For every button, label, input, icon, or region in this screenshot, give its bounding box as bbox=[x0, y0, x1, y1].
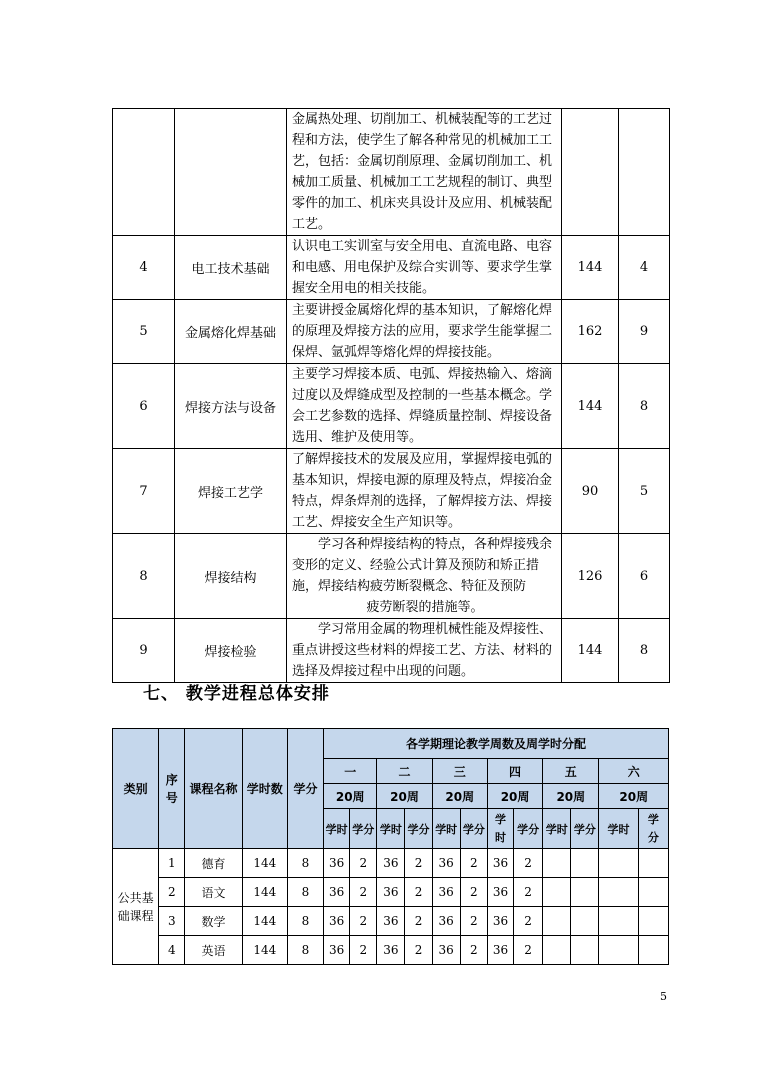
header-credit-label: 学分 bbox=[514, 809, 543, 849]
header-weeks-5: 20周 bbox=[543, 784, 599, 809]
course-hours: 90 bbox=[562, 449, 619, 534]
row-hours: 144 bbox=[242, 878, 287, 907]
course-description: 学习各种焊接结构的特点，各种焊接残余变形的定义、经验公式计算及预防和矫正措施，焊接结构疲劳断裂概念、特征及预防 疲劳断裂的措施等。 bbox=[287, 534, 562, 619]
course-number: 4 bbox=[113, 236, 175, 300]
term-cell: 2 bbox=[514, 936, 543, 965]
course-description: 主要讲授金属熔化焊的基本知识，了解熔化焊的原理及焊接方法的应用，要求学生能掌握二保焊、氩弧焊等熔化焊的焊接技能。 bbox=[287, 300, 562, 364]
term-cell bbox=[543, 936, 571, 965]
header-weeks-4: 20周 bbox=[487, 784, 542, 809]
term-cell: 2 bbox=[460, 907, 487, 936]
term-cell bbox=[571, 849, 599, 878]
term-cell: 36 bbox=[432, 936, 460, 965]
table-row bbox=[113, 849, 669, 878]
course-name: 焊接方法与设备 bbox=[175, 364, 287, 449]
term-cell bbox=[599, 907, 638, 936]
row-hours: 144 bbox=[242, 907, 287, 936]
table-row bbox=[113, 449, 670, 534]
term-cell: 2 bbox=[350, 849, 377, 878]
row-credit: 8 bbox=[287, 878, 323, 907]
header-hours-label: 学时 bbox=[324, 809, 350, 849]
term-cell: 2 bbox=[460, 878, 487, 907]
header-weeks-3: 20周 bbox=[432, 784, 487, 809]
term-cell: 36 bbox=[377, 936, 405, 965]
header-weeks-1: 20周 bbox=[324, 784, 377, 809]
term-cell bbox=[638, 907, 668, 936]
course-name bbox=[175, 109, 287, 236]
course-name: 焊接检验 bbox=[175, 619, 287, 683]
term-cell: 36 bbox=[487, 849, 513, 878]
row-seq: 1 bbox=[159, 849, 185, 878]
term-cell bbox=[571, 907, 599, 936]
term-cell bbox=[638, 936, 668, 965]
row-hours: 144 bbox=[242, 849, 287, 878]
term-cell: 2 bbox=[350, 878, 377, 907]
header-semester-6: 六 bbox=[599, 759, 669, 784]
course-number: 6 bbox=[113, 364, 175, 449]
header-semester-group: 各学期理论教学周数及周学时分配 bbox=[324, 729, 669, 759]
term-cell bbox=[599, 936, 638, 965]
term-cell: 36 bbox=[324, 878, 350, 907]
course-hours: 144 bbox=[562, 236, 619, 300]
table-row bbox=[113, 300, 670, 364]
term-cell bbox=[638, 878, 668, 907]
table-row bbox=[113, 936, 669, 965]
row-course-name: 德育 bbox=[185, 849, 242, 878]
term-cell: 36 bbox=[432, 878, 460, 907]
header-weeks-2: 20周 bbox=[377, 784, 432, 809]
course-description: 金属热处理、切削加工、机械装配等的工艺过程和方法，使学生了解各种常见的机械加工工艺，包括：金属切削原理、金属切削加工、机械加工质量、机械加工工艺规程的制订、典型零件的加工、机床夹具设计及应用、机械装配工艺。 bbox=[287, 109, 562, 236]
term-cell bbox=[543, 849, 571, 878]
header-hours-label: 学时 bbox=[599, 809, 638, 849]
row-hours: 144 bbox=[242, 936, 287, 965]
header-credit-label: 学分 bbox=[460, 809, 487, 849]
header-semester-1: 一 bbox=[324, 759, 377, 784]
term-cell: 36 bbox=[377, 907, 405, 936]
course-credit: 8 bbox=[619, 619, 670, 683]
row-credit: 8 bbox=[287, 849, 323, 878]
category-cell: 公共基础课程 bbox=[113, 849, 159, 965]
term-cell bbox=[571, 936, 599, 965]
course-hours: 144 bbox=[562, 619, 619, 683]
row-course-name: 英语 bbox=[185, 936, 242, 965]
term-cell: 2 bbox=[460, 936, 487, 965]
course-description: 认识电工实训室与安全用电、直流电路、电容和电感、用电保护及综合实训等、要求学生掌握安全用电的相关技能。 bbox=[287, 236, 562, 300]
header-credit-label: 学分 bbox=[638, 809, 668, 849]
course-description: 了解焊接技术的发展及应用，掌握焊接电弧的基本知识，焊接电源的原理及特点，焊接冶金特点，焊条焊剂的选择，了解焊接方法、焊接工艺、焊接安全生产知识等。 bbox=[287, 449, 562, 534]
course-credit: 6 bbox=[619, 534, 670, 619]
row-course-name: 语文 bbox=[185, 878, 242, 907]
term-cell: 36 bbox=[377, 849, 405, 878]
header-weeks-6: 20周 bbox=[599, 784, 669, 809]
row-seq: 3 bbox=[159, 907, 185, 936]
course-number bbox=[113, 109, 175, 236]
header-course-name: 课程名称 bbox=[185, 729, 242, 849]
header-semester-5: 五 bbox=[543, 759, 599, 784]
table-row bbox=[113, 236, 670, 300]
course-credit: 5 bbox=[619, 449, 670, 534]
header-hours-label: 学时 bbox=[487, 809, 513, 849]
table-row bbox=[113, 878, 669, 907]
row-seq: 4 bbox=[159, 936, 185, 965]
header-credits: 学分 bbox=[287, 729, 323, 849]
term-cell bbox=[599, 878, 638, 907]
row-seq: 2 bbox=[159, 878, 185, 907]
term-cell bbox=[638, 849, 668, 878]
header-category: 类别 bbox=[113, 729, 159, 849]
term-cell: 36 bbox=[324, 849, 350, 878]
term-cell: 2 bbox=[350, 907, 377, 936]
table-row bbox=[113, 619, 670, 683]
header-credit-label: 学分 bbox=[571, 809, 599, 849]
header-semester-2: 二 bbox=[377, 759, 432, 784]
table-row bbox=[113, 534, 670, 619]
term-cell bbox=[571, 878, 599, 907]
term-cell bbox=[543, 907, 571, 936]
term-cell: 36 bbox=[487, 907, 513, 936]
term-cell: 2 bbox=[514, 878, 543, 907]
course-credit: 8 bbox=[619, 364, 670, 449]
section-heading: 七、 教学进程总体安排 bbox=[143, 684, 330, 704]
term-cell: 2 bbox=[460, 849, 487, 878]
course-description: 主要学习焊接本质、电弧、焊接热输入、熔滴过度以及焊缝成型及控制的一些基本概念。学会工艺参数的选择、焊缝质量控制、焊接设备选用、维护及使用等。 bbox=[287, 364, 562, 449]
course-hours bbox=[562, 109, 619, 236]
course-number: 9 bbox=[113, 619, 175, 683]
course-name: 焊接结构 bbox=[175, 534, 287, 619]
course-name: 金属熔化焊基础 bbox=[175, 300, 287, 364]
term-cell: 36 bbox=[432, 849, 460, 878]
course-number: 5 bbox=[113, 300, 175, 364]
course-credit bbox=[619, 109, 670, 236]
header-hours-label: 学时 bbox=[543, 809, 571, 849]
teaching-schedule-table bbox=[112, 728, 669, 965]
header-hours-label: 学时 bbox=[432, 809, 460, 849]
term-cell: 36 bbox=[377, 878, 405, 907]
header-credit-label: 学分 bbox=[350, 809, 377, 849]
course-credit: 9 bbox=[619, 300, 670, 364]
term-cell: 36 bbox=[324, 907, 350, 936]
page-number: 5 bbox=[660, 990, 667, 1003]
term-cell: 2 bbox=[405, 936, 432, 965]
term-cell: 36 bbox=[487, 936, 513, 965]
course-credit: 4 bbox=[619, 236, 670, 300]
table-header-row bbox=[113, 729, 669, 759]
course-name: 焊接工艺学 bbox=[175, 449, 287, 534]
course-number: 8 bbox=[113, 534, 175, 619]
course-description-table bbox=[112, 108, 670, 683]
row-credit: 8 bbox=[287, 936, 323, 965]
course-hours: 126 bbox=[562, 534, 619, 619]
term-cell: 2 bbox=[405, 878, 432, 907]
term-cell: 36 bbox=[324, 936, 350, 965]
course-hours: 162 bbox=[562, 300, 619, 364]
header-seq: 序号 bbox=[159, 729, 185, 849]
table-row bbox=[113, 109, 670, 236]
row-credit: 8 bbox=[287, 907, 323, 936]
table-row bbox=[113, 907, 669, 936]
term-cell: 2 bbox=[514, 849, 543, 878]
term-cell: 2 bbox=[350, 936, 377, 965]
course-hours: 144 bbox=[562, 364, 619, 449]
course-description: 学习常用金属的物理机械性能及焊接性、重点讲授这些材料的焊接工艺、方法、材料的选择及焊接过程中出现的问题。 bbox=[287, 619, 562, 683]
header-semester-4: 四 bbox=[487, 759, 542, 784]
term-cell bbox=[599, 849, 638, 878]
term-cell: 2 bbox=[405, 849, 432, 878]
row-course-name: 数学 bbox=[185, 907, 242, 936]
header-total-hours: 学时数 bbox=[242, 729, 287, 849]
term-cell: 2 bbox=[514, 907, 543, 936]
table-row bbox=[113, 364, 670, 449]
course-number: 7 bbox=[113, 449, 175, 534]
term-cell: 36 bbox=[432, 907, 460, 936]
course-name: 电工技术基础 bbox=[175, 236, 287, 300]
header-semester-3: 三 bbox=[432, 759, 487, 784]
header-credit-label: 学分 bbox=[405, 809, 432, 849]
term-cell bbox=[543, 878, 571, 907]
term-cell: 2 bbox=[405, 907, 432, 936]
header-hours-label: 学时 bbox=[377, 809, 405, 849]
term-cell: 36 bbox=[487, 878, 513, 907]
